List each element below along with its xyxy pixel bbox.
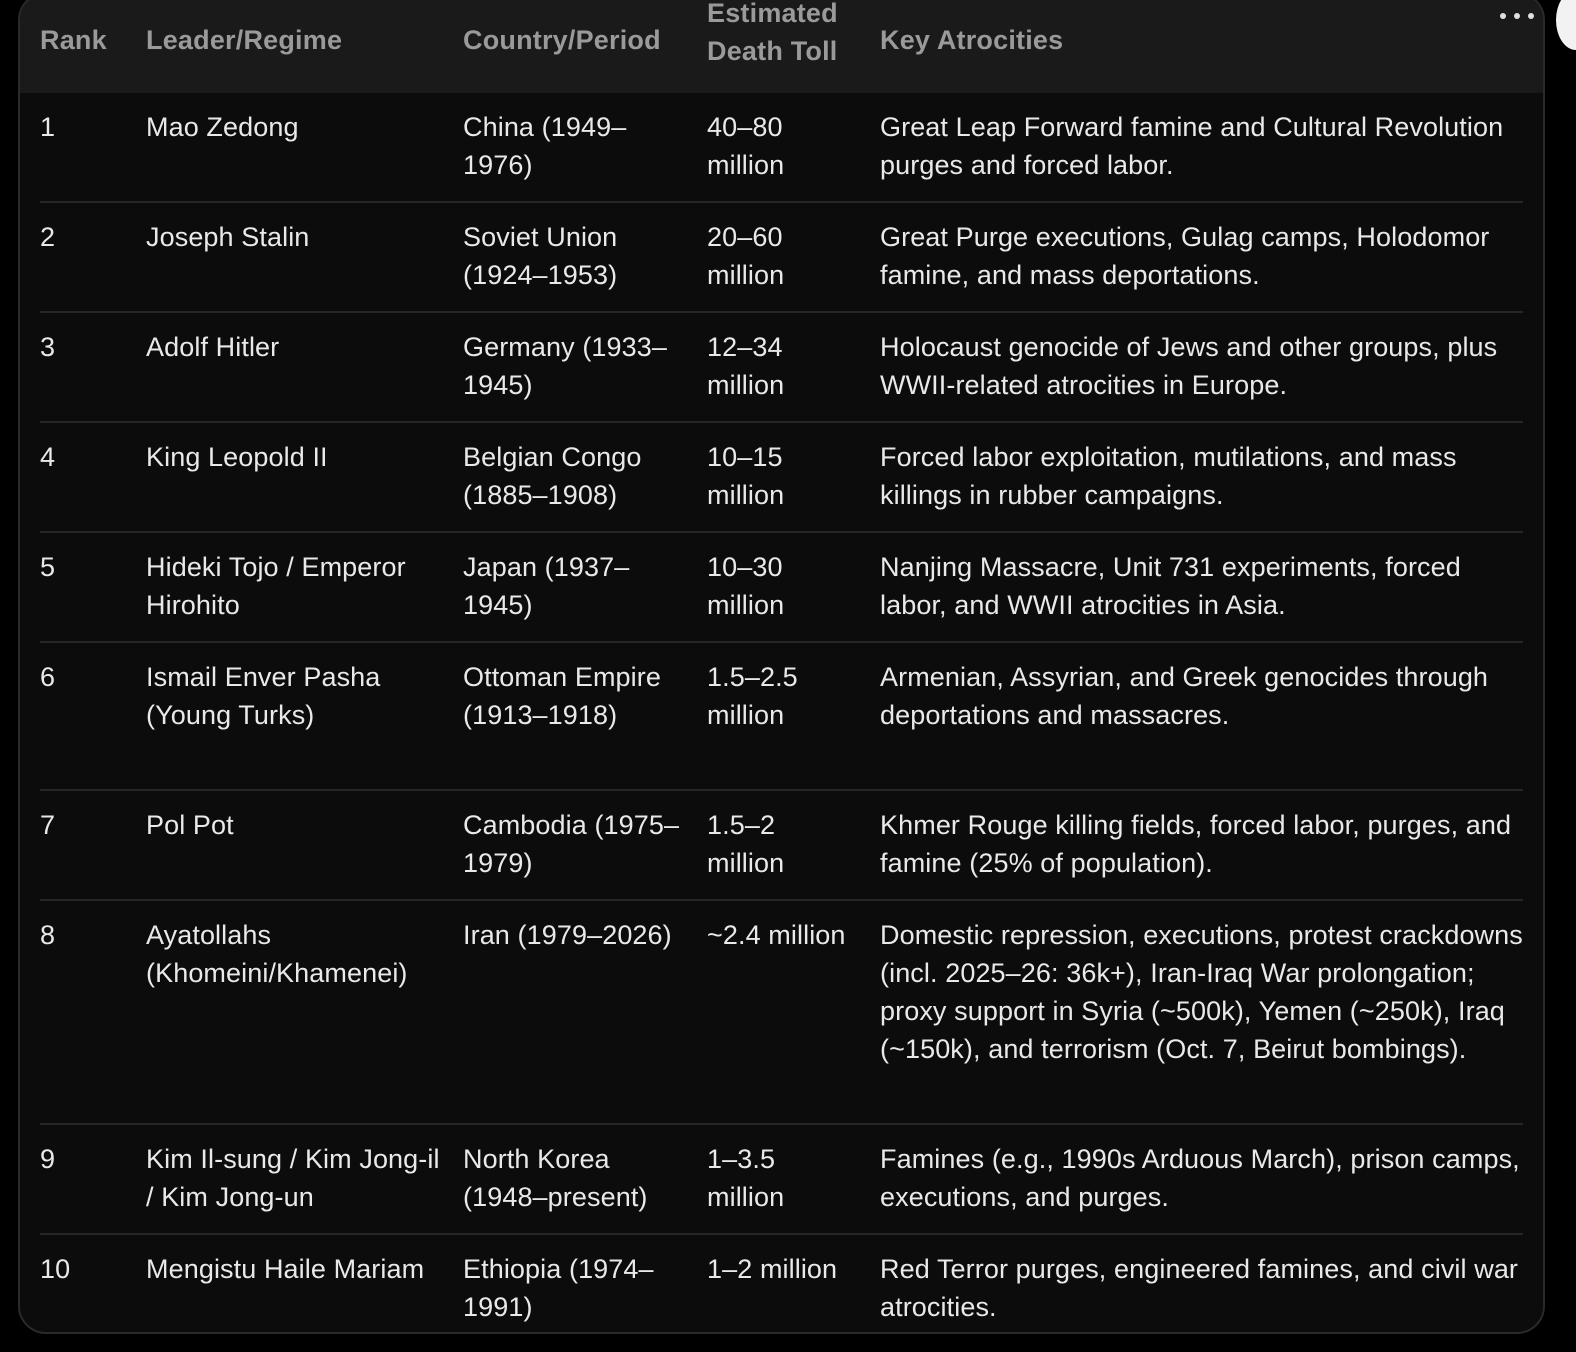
dot-icon bbox=[1528, 13, 1534, 19]
cell-toll: 10–30 million bbox=[707, 552, 785, 620]
cell-leader: Pol Pot bbox=[146, 810, 234, 840]
cell-leader: Joseph Stalin bbox=[146, 222, 310, 252]
cell-country: Belgian Congo (1885–1908) bbox=[463, 442, 642, 510]
cell-leader: Adolf Hitler bbox=[146, 332, 280, 362]
header-country: Country/Period bbox=[463, 25, 661, 55]
cell-atrocities: Red Terror purges, engineered famines, and civil war atrocities. bbox=[880, 1254, 1519, 1322]
cell-leader: King Leopold II bbox=[146, 442, 328, 472]
cell-country: Cambodia (1975–1979) bbox=[463, 810, 680, 878]
cell-toll: 20–60 million bbox=[707, 222, 785, 290]
cell-toll: 10–15 million bbox=[707, 442, 785, 510]
table-row bbox=[20, 93, 1543, 203]
table-row bbox=[20, 791, 1543, 901]
table-row bbox=[20, 203, 1543, 313]
cell-atrocities: Great Leap Forward famine and Cultural Revolution purges and forced labor. bbox=[880, 112, 1504, 180]
cell-rank: 8 bbox=[40, 920, 56, 950]
cell-leader: Ayatollahs (Khomeini/Khamenei) bbox=[146, 920, 408, 988]
cell-country: Germany (1933–1945) bbox=[463, 332, 668, 400]
table-row bbox=[20, 423, 1543, 533]
cell-toll: 1.5–2.5 million bbox=[707, 662, 798, 730]
cell-country: China (1949–1976) bbox=[463, 112, 627, 180]
header-toll: Estimated Death Toll bbox=[707, 0, 838, 66]
cell-country: Ethiopia (1974–1991) bbox=[463, 1254, 654, 1322]
cell-rank: 3 bbox=[40, 332, 56, 362]
cell-atrocities: Khmer Rouge killing fields, forced labor, purges, and famine (25% of population). bbox=[880, 810, 1512, 878]
header-leader: Leader/Regime bbox=[146, 25, 343, 55]
table-row bbox=[20, 1125, 1543, 1235]
cell-toll: 1–3.5 million bbox=[707, 1144, 785, 1212]
cell-atrocities: Forced labor exploitation, mutilations, and mass killings in rubber campaigns. bbox=[880, 442, 1457, 510]
cell-toll: 1–2 million bbox=[707, 1254, 838, 1284]
table-header bbox=[20, 0, 1543, 93]
cell-country: Japan (1937–1945) bbox=[463, 552, 630, 620]
data-table bbox=[18, 0, 1545, 1334]
header-rank: Rank bbox=[40, 25, 107, 55]
table-row bbox=[20, 1235, 1543, 1334]
header-atrocities: Key Atrocities bbox=[880, 25, 1064, 55]
cell-rank: 1 bbox=[40, 112, 56, 142]
cell-atrocities: Great Purge executions, Gulag camps, Holodomor famine, and mass deportations. bbox=[880, 222, 1490, 290]
cell-leader: Hideki Tojo / Emperor Hirohito bbox=[146, 552, 406, 620]
dot-icon bbox=[1514, 13, 1520, 19]
cell-atrocities: Holocaust genocide of Jews and other groups, plus WWII-related atrocities in Europe. bbox=[880, 332, 1498, 400]
cell-leader: Mao Zedong bbox=[146, 112, 299, 142]
cell-rank: 4 bbox=[40, 442, 56, 472]
cell-toll: 1.5–2 million bbox=[707, 810, 785, 878]
cell-leader: Kim Il-sung / Kim Jong-il / Kim Jong-un bbox=[146, 1144, 440, 1212]
cell-atrocities: Armenian, Assyrian, and Greek genocides through deportations and massacres. bbox=[880, 662, 1489, 730]
more-options-icon[interactable] bbox=[1500, 8, 1534, 24]
cell-rank: 5 bbox=[40, 552, 56, 582]
dot-icon bbox=[1500, 13, 1506, 19]
cell-rank: 9 bbox=[40, 1144, 56, 1174]
cell-rank: 6 bbox=[40, 662, 56, 692]
cell-leader: Mengistu Haile Mariam bbox=[146, 1254, 425, 1284]
cell-toll: 12–34 million bbox=[707, 332, 785, 400]
cell-toll: ~2.4 million bbox=[707, 920, 846, 950]
cell-atrocities: Nanjing Massacre, Unit 731 experiments, forced labor, and WWII atrocities in Asia. bbox=[880, 552, 1461, 620]
cell-country: North Korea (1948–present) bbox=[463, 1144, 648, 1212]
table-row bbox=[20, 313, 1543, 423]
cell-toll: 40–80 million bbox=[707, 112, 785, 180]
cell-country: Soviet Union (1924–1953) bbox=[463, 222, 618, 290]
table-body bbox=[20, 93, 1543, 1334]
cell-rank: 2 bbox=[40, 222, 56, 252]
cell-leader: Ismail Enver Pasha (Young Turks) bbox=[146, 662, 381, 730]
table-row bbox=[20, 901, 1543, 1125]
cell-rank: 7 bbox=[40, 810, 56, 840]
cell-country: Iran (1979–2026) bbox=[463, 920, 672, 950]
cell-rank: 10 bbox=[40, 1254, 71, 1284]
cell-country: Ottoman Empire (1913–1918) bbox=[463, 662, 661, 730]
cell-atrocities: Domestic repression, executions, protest crackdowns (incl. 2025–26: 36k+), Iran-Iraq War prolongation; proxy support in Syria (~500k), Yemen (~250k), Iraq (~150k), and terrorism (Oct. 7, Beirut bombings). bbox=[880, 920, 1523, 1064]
table-row bbox=[20, 533, 1543, 643]
cell-atrocities: Famines (e.g., 1990s Arduous March), prison camps, executions, and purges. bbox=[880, 1144, 1520, 1212]
edge-avatar-partial bbox=[1556, 0, 1576, 50]
table-row bbox=[20, 643, 1543, 791]
